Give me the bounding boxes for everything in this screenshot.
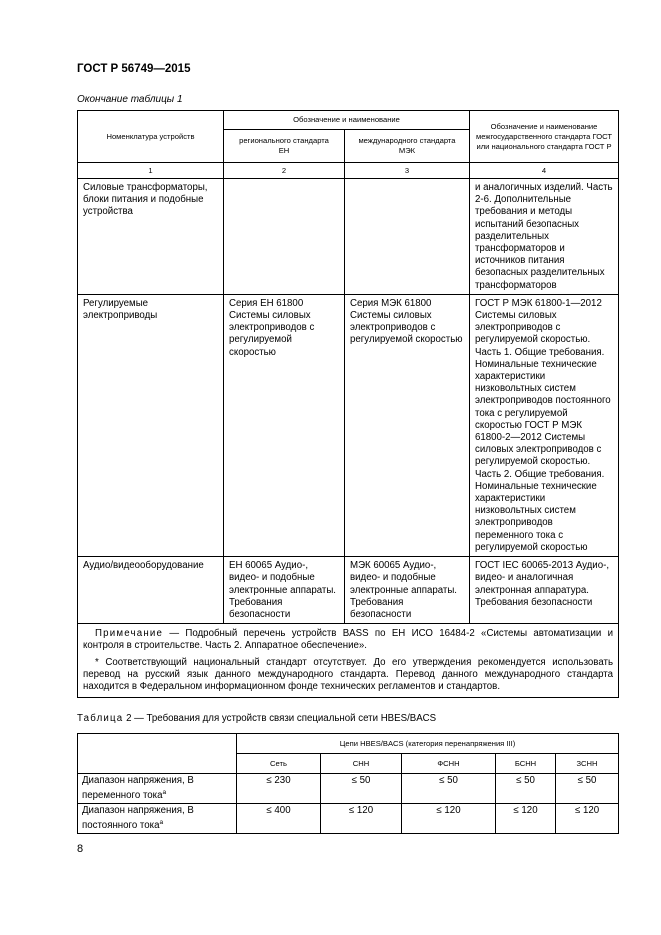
international-cell: МЭК 60065 Аудио-, видео- и подобные электронные аппараты. Требования безопасности [345,557,470,624]
table2-cell: ≤ 50 [402,774,496,804]
header-international: международного стандарта МЭК [345,130,470,163]
device-cell: Аудио/видеооборудование [78,557,224,624]
device-cell: Силовые трансформаторы, блоки питания и подобные устройства [78,179,224,295]
column-number: 2 [224,163,345,179]
table2-cell: ≤ 120 [402,804,496,834]
table2-column-header: ЗСНН [556,754,619,774]
table2-caption-label: Таблица [77,713,124,724]
table1-notes [78,624,619,698]
header-regional: регионального стандарта ЕН [224,130,345,163]
table2-group-header: Цепи HBES/BACS (категория перенапряжения III) [237,734,619,754]
table2-cell: ≤ 120 [321,804,402,834]
table2-corner-cell [78,734,237,774]
table2-cell: ≤ 120 [496,804,556,834]
international-cell [345,179,470,295]
table2-caption-text: 2 — Требования для устройств связи специальной сети HBES/BACS [123,713,437,724]
footnote-paragraph: * Соответствующий национальный стандарт отсутствует. До его утверждения рекомендуется использовать перевод на русский язык данного международного стандарта. Перевод данного международного стандарта находится в Федеральном информационном фонде технических регламентов и стандартов. [83,656,613,692]
table2 [77,733,619,834]
page-number: 8 [77,843,84,855]
note-label: Примечание [95,628,164,640]
regional-cell: Серия ЕН 61800 Системы силовых электроприводов с регулируемой скоростью [224,294,345,556]
table2-column-header: БСНН [496,754,556,774]
regional-cell: ЕН 60065 Аудио-, видео- и подобные электронные аппараты. Требования безопасности [224,557,345,624]
row-label-text: Диапазон напряжения, В постоянного тока [82,805,194,832]
table1-caption: Окончание таблицы 1 [77,94,183,105]
table2-row-label [78,804,237,834]
table2-row-label [78,774,237,804]
table2-column-header: СНН [321,754,402,774]
table2-cell: ≤ 230 [237,774,321,804]
column-number: 1 [78,163,224,179]
footnote-mark: а [162,789,167,796]
header-designation-group: Обозначение и наименование [224,111,470,130]
international-cell: Серия МЭК 61800 Системы силовых электроприводов с регулируемой скоростью [345,294,470,556]
table2-caption [77,713,436,724]
column-number: 4 [470,163,619,179]
interstate-cell: ГОСТ IEC 60065-2013 Аудио-, видео- и аналогичная электронная аппаратура. Требования безопасности [470,557,619,624]
table2-cell: ≤ 50 [321,774,402,804]
table2-cell: ≤ 50 [556,774,619,804]
regional-cell [224,179,345,295]
header-interstate: Обозначение и наименование межгосударственного стандарта ГОСТ или национального стандарта ГОСТ Р [470,111,619,163]
device-cell: Регулируемые электроприводы [78,294,224,556]
footnote-mark: а [159,819,164,827]
table2-cell: ≤ 120 [556,804,619,834]
document-code: ГОСТ Р 56749—2015 [77,63,191,75]
table2-cell: ≤ 50 [496,774,556,804]
table2-cell: ≤ 400 [237,804,321,834]
column-number: 3 [345,163,470,179]
note-text: — Подробный перечень устройств BASS по ЕН ИСО 16484-2 «Системы автоматизации и контроля в строительстве. Часть 2. Аппаратное обеспечение». [83,628,613,652]
note-paragraph [83,628,613,652]
header-nomenclature: Номенклатура устройств [78,111,224,163]
interstate-cell: ГОСТ Р МЭК 61800-1—2012 Системы силовых электроприводов с регулируемой скоростью. Часть 1. Общие требования. Номинальные технические характеристики низковольтных систем электроприводов постоянного тока с регулируемой скоростью ГОСТ Р МЭК 61800-2—2012 Системы силовых электроприводов с регулируемой скоростью. Часть 2. Общие требования. Номинальные технические характеристики низковольтных систем электроприводов переменного тока с регулируемой скоростью [470,294,619,556]
table2-column-header: ФСНН [402,754,496,774]
table2-column-header: Сеть [237,754,321,774]
table1 [77,110,619,698]
row-label-text: Диапазон напряжения, В переменного тока [82,775,194,802]
interstate-cell: и аналогичных изделий. Часть 2-6. Дополнительные требования и методы испытаний безопасных разделительных трансформаторов и источников питания безопасных разделительных трансформаторов [470,179,619,295]
